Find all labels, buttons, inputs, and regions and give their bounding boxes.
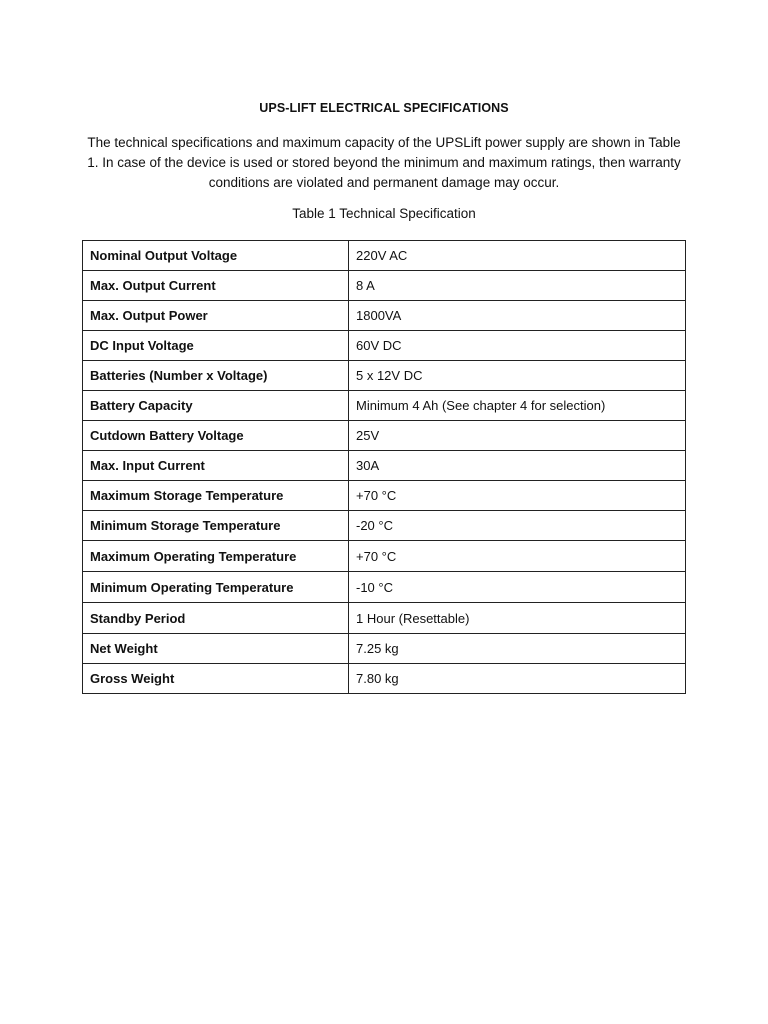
table-caption: Table 1 Technical Specification bbox=[292, 206, 476, 221]
spec-value: 60V DC bbox=[349, 331, 686, 361]
spec-parameter: Maximum Operating Temperature bbox=[83, 541, 349, 572]
spec-parameter: Maximum Storage Temperature bbox=[83, 481, 349, 511]
spec-value: 8 A bbox=[349, 271, 686, 301]
table-row bbox=[83, 451, 686, 481]
spec-parameter: Max. Output Power bbox=[83, 301, 349, 331]
table-row bbox=[83, 664, 686, 694]
table-row bbox=[83, 511, 686, 541]
table-row bbox=[83, 361, 686, 391]
spec-value: -20 °C bbox=[349, 511, 686, 541]
spec-parameter: Net Weight bbox=[83, 634, 349, 664]
spec-parameter: Gross Weight bbox=[83, 664, 349, 694]
spec-parameter: Max. Output Current bbox=[83, 271, 349, 301]
spec-value: 7.25 kg bbox=[349, 634, 686, 664]
spec-parameter: Cutdown Battery Voltage bbox=[83, 421, 349, 451]
spec-value: 7.80 kg bbox=[349, 664, 686, 694]
spec-value: 1 Hour (Resettable) bbox=[349, 603, 686, 634]
intro-paragraph: The technical specifications and maximum capacity of the UPSLift power supply are shown in Table 1. In case of the device is used or stored beyond the minimum and maximum ratings, then warranty conditions are violated and permanent damage may occur. bbox=[87, 135, 681, 190]
spec-value: Minimum 4 Ah (See chapter 4 for selection) bbox=[349, 391, 686, 421]
spec-parameter: Max. Input Current bbox=[83, 451, 349, 481]
spec-value: 5 x 12V DC bbox=[349, 361, 686, 391]
spec-parameter: Standby Period bbox=[83, 603, 349, 634]
spec-parameter: DC Input Voltage bbox=[83, 331, 349, 361]
spec-parameter: Battery Capacity bbox=[83, 391, 349, 421]
table-row bbox=[83, 271, 686, 301]
spec-parameter: Nominal Output Voltage bbox=[83, 241, 349, 271]
table-row bbox=[83, 301, 686, 331]
spec-parameter: Batteries (Number x Voltage) bbox=[83, 361, 349, 391]
table-row bbox=[83, 331, 686, 361]
table-row bbox=[83, 603, 686, 634]
spec-parameter: Minimum Storage Temperature bbox=[83, 511, 349, 541]
table-row bbox=[83, 241, 686, 271]
spec-value: 1800VA bbox=[349, 301, 686, 331]
spec-value: +70 °C bbox=[349, 481, 686, 511]
spec-value: 25V bbox=[349, 421, 686, 451]
table-row bbox=[83, 481, 686, 511]
spec-table bbox=[82, 240, 686, 694]
spec-value: 30A bbox=[349, 451, 686, 481]
table-row bbox=[83, 572, 686, 603]
table-row bbox=[83, 421, 686, 451]
spec-value: -10 °C bbox=[349, 572, 686, 603]
spec-value: 220V AC bbox=[349, 241, 686, 271]
table-row bbox=[83, 391, 686, 421]
document-title: UPS-LIFT ELECTRICAL SPECIFICATIONS bbox=[259, 101, 509, 115]
spec-value: +70 °C bbox=[349, 541, 686, 572]
table-row bbox=[83, 541, 686, 572]
table-row bbox=[83, 634, 686, 664]
spec-parameter: Minimum Operating Temperature bbox=[83, 572, 349, 603]
